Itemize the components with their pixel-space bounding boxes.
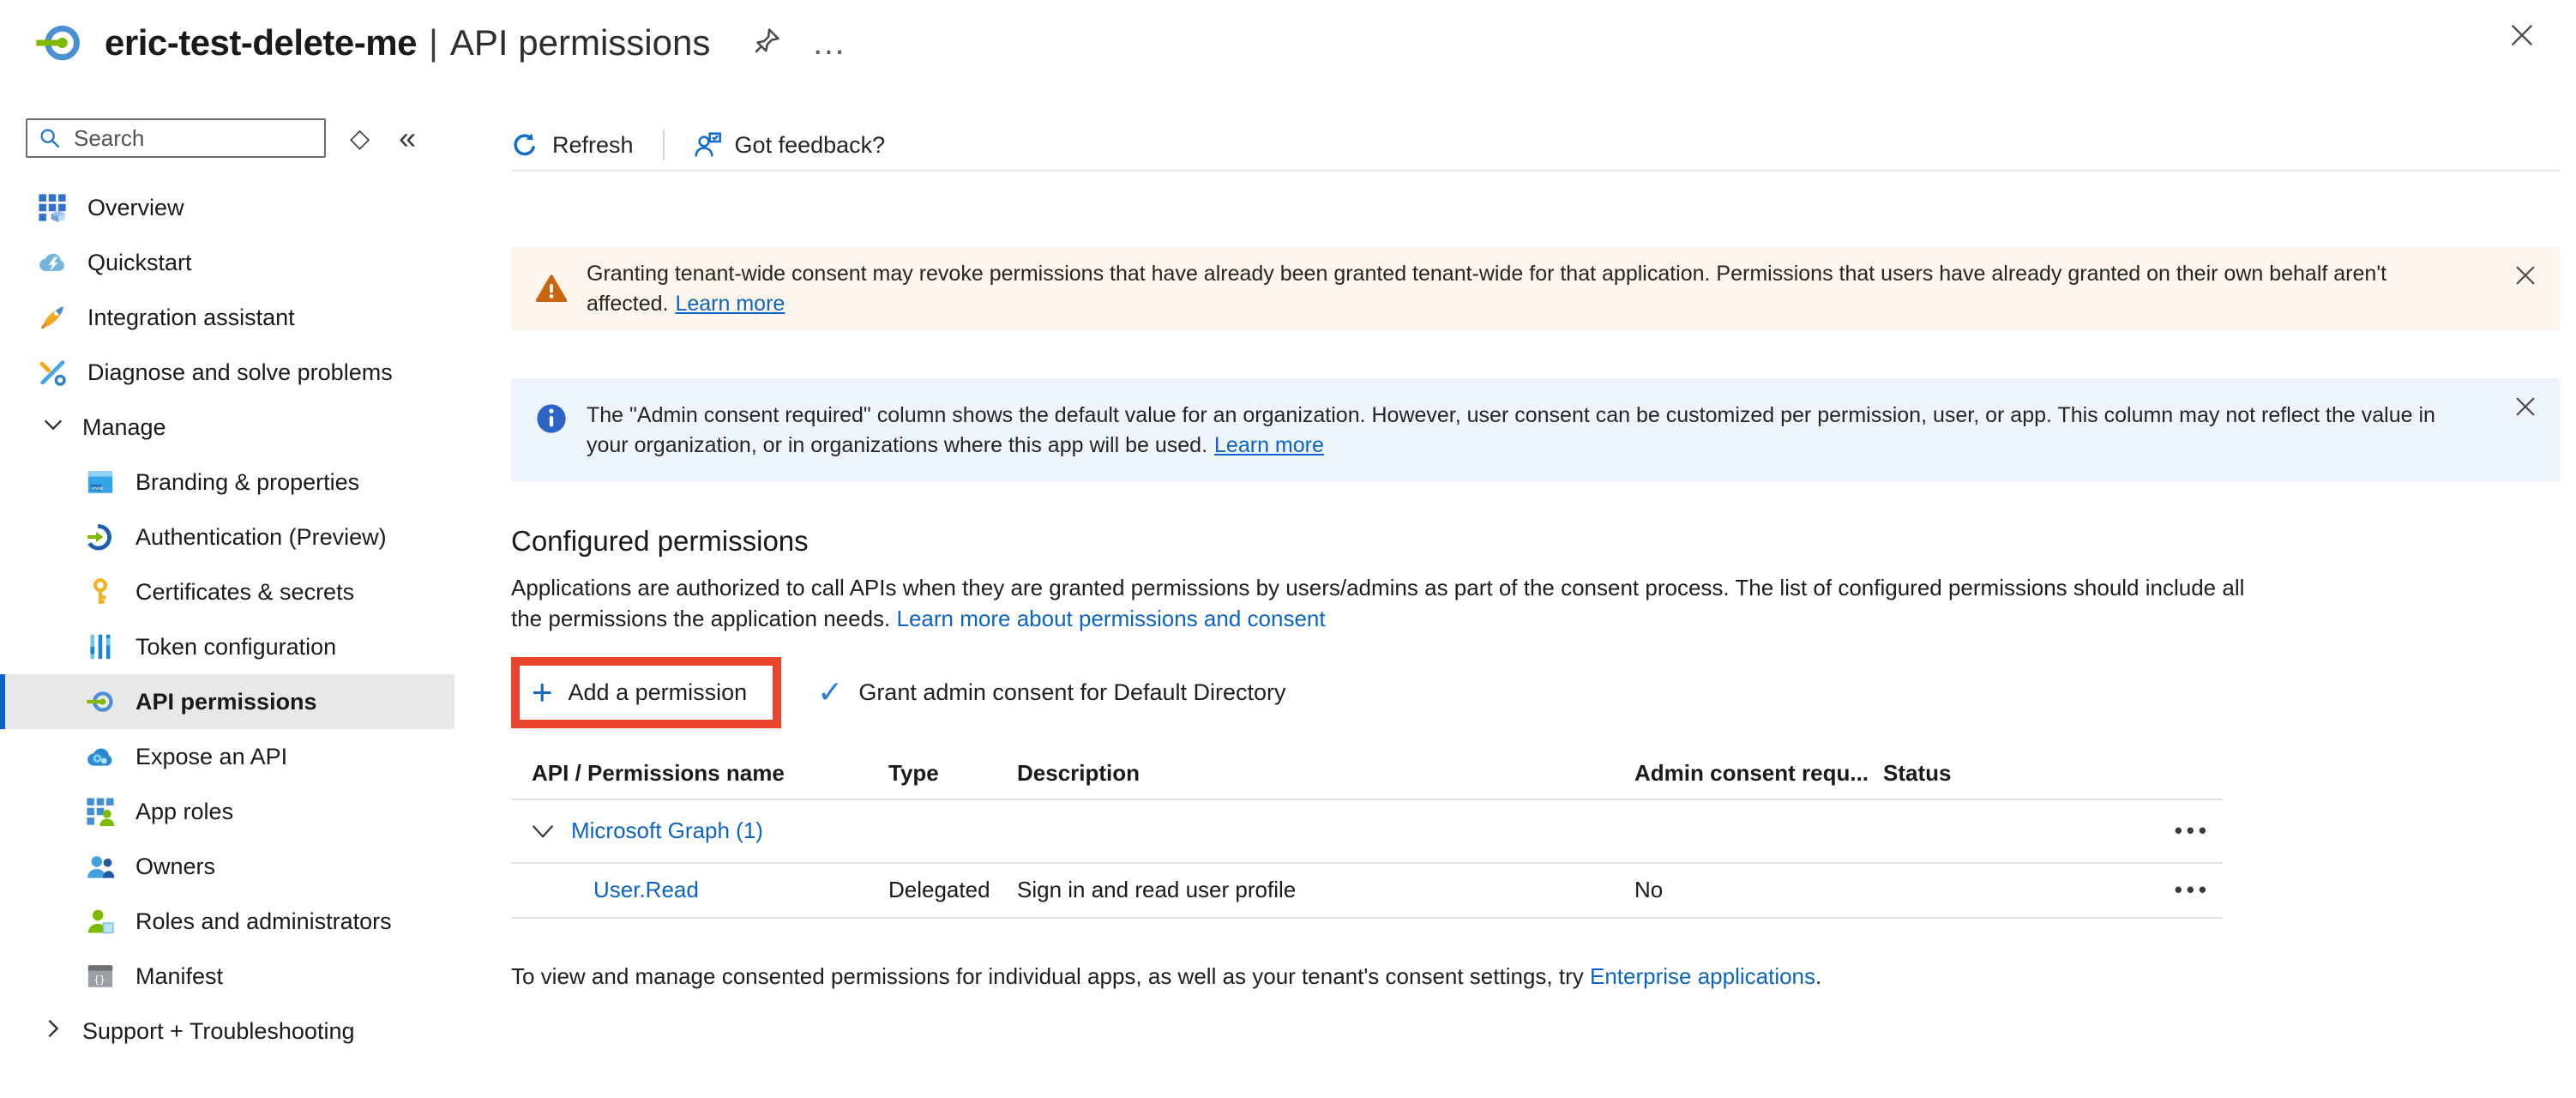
sidebar-item-diagnose[interactable] [0,345,454,400]
more-actions-icon[interactable]: ••• [2174,877,2211,903]
sidebar-item-authentication[interactable] [0,510,454,564]
certificates-icon [86,577,115,606]
sidebar-item-label: Token configuration [135,633,337,660]
more-commands-icon[interactable]: … [811,24,846,62]
sidebar-item-label: Authentication (Preview) [135,523,387,550]
app-name: eric-test-delete-me [105,22,417,63]
sidebar-item-label: Expose an API [135,743,288,769]
column-type: Type [888,760,939,787]
sidebar-item-label: API permissions [135,688,317,715]
plus-icon: + [532,672,553,713]
permissions-consent-link[interactable]: Learn more about permissions and consent [896,605,1326,631]
svg-text:{}: {} [93,973,105,986]
sidebar-item-overview[interactable] [0,180,454,235]
admin-consent-value: No [1634,877,1664,903]
chevron-down-icon [41,413,65,443]
info-close-icon[interactable] [2511,392,2540,425]
sidebar-search-row [26,118,480,158]
svg-text:www: www [91,486,104,492]
title-divider: | [428,22,438,63]
sidebar-group-support[interactable] [0,1004,454,1059]
warning-icon [535,273,568,305]
grant-admin-consent-button[interactable] [817,674,1286,710]
owners-icon [86,852,115,881]
column-description: Description [1017,760,1141,787]
sidebar-item-label: Branding & properties [135,468,360,495]
overview-icon [38,193,67,222]
search-box[interactable] [26,118,326,158]
api-permissions-icon [86,687,115,716]
refresh-button[interactable] [511,131,634,159]
sidebar-item-quickstart[interactable] [0,235,454,290]
pin-icon[interactable] [751,26,782,61]
sidebar-item-certificates[interactable] [0,564,454,619]
configured-permissions-heading: Configured permissions [511,525,809,557]
main-layout [0,86,2576,1098]
feedback-button[interactable] [694,131,886,159]
permissions-table [511,749,2223,919]
sidebar-item-expose-api[interactable] [0,729,454,784]
integration-assistant-icon [38,303,67,332]
chevron-right-icon [41,1017,65,1047]
sidebar-item-label: Overview [87,194,184,220]
page-title [105,22,710,63]
search-input[interactable] [72,124,314,153]
refresh-icon [511,131,539,159]
table-row-microsoft-graph [511,799,2223,862]
toolbar [511,120,2561,172]
checkmark-icon: ✓ [817,674,844,710]
column-api-permissions-name: API / Permissions name [532,760,785,787]
add-permission-label: Add a permission [568,679,748,705]
sidebar-group-manage[interactable] [0,400,454,455]
sidebar-item-label: Certificates & secrets [135,578,355,605]
info-text: The "Admin consent required" column shows the default value for an organization. However, user consent can be customized per permission, user, or app. This column may not reflect the value in your organization, or in organizations where this app will be used. Learn more [587,403,2435,457]
sidebar-item-token-configuration[interactable] [0,619,454,674]
sidebar-item-label: Manifest [135,962,224,989]
close-blade-icon[interactable] [2507,21,2537,54]
refresh-label: Refresh [552,131,634,158]
sidebar-item-owners[interactable] [0,839,454,894]
warning-text: Granting tenant-wide consent may revoke permissions that have already been granted tenant-wide for that application. Permissions that users have already granted on their own behalf aren't affected. Learn more [587,262,2387,316]
sidebar-item-label: Roles and administrators [135,908,392,934]
microsoft-graph-link[interactable]: Microsoft Graph (1) [571,817,763,844]
chevron-down-icon[interactable] [530,818,556,844]
token-configuration-icon [86,632,115,661]
sidebar-item-branding[interactable] [0,455,454,510]
feedback-label: Got feedback? [734,131,886,158]
enterprise-applications-link[interactable]: Enterprise applications [1589,962,1816,989]
sidebar-item-api-permissions[interactable] [0,674,454,729]
page-name: API permissions [449,22,711,63]
column-admin-consent: Admin consent requ... [1634,760,1869,787]
warning-close-icon[interactable] [2511,261,2540,294]
column-status: Status [1883,760,1952,787]
grant-admin-consent-label: Grant admin consent for Default Directory [858,679,1286,705]
sidebar-item-integration-assistant[interactable] [0,290,454,345]
sidebar-group-label: Support + Troubleshooting [82,1017,355,1044]
main-content [480,86,2576,1098]
warning-banner [511,247,2561,330]
warning-learn-more-link[interactable]: Learn more [675,291,785,316]
sidebar-item-label: App roles [135,798,234,824]
manifest-icon [86,962,115,991]
permission-description: Sign in and read user profile [1017,877,1297,903]
permission-actions-row [511,657,2561,728]
search-icon [38,126,62,150]
sidebar-item-label: Integration assistant [87,304,295,330]
sidebar-item-label: Owners [135,853,216,879]
branding-icon [86,468,115,497]
sidebar-item-label: Diagnose and solve problems [87,359,393,385]
page-header [0,0,2576,86]
app-roles-icon [86,797,115,826]
table-header-row [511,749,2223,799]
authentication-icon [86,522,115,552]
roles-administrators-icon [86,907,115,936]
diamond-icon[interactable]: ◇ [350,124,370,153]
info-banner [511,378,2561,482]
toolbar-separator [663,130,665,160]
add-permission-button[interactable] [532,672,748,713]
expose-api-icon [86,742,115,771]
user-read-link[interactable]: User.Read [593,877,699,903]
quickstart-icon [38,248,67,277]
diagnose-icon [38,358,67,387]
app-registration-icon [34,19,82,67]
sidebar [0,86,480,1098]
sidebar-group-label: Manage [82,413,166,440]
footer-note: To view and manage consented permissions for individual apps, as well as your tenant's consent settings, try Enterprise applications. [511,962,1822,989]
more-actions-icon[interactable]: ••• [2174,817,2211,844]
feedback-icon [694,131,721,159]
red-annotation-box [511,657,781,728]
table-row-user-read [511,862,2223,919]
sidebar-item-manifest[interactable] [0,949,454,1004]
info-learn-more-link[interactable]: Learn more [1214,432,1324,457]
configured-permissions-description: Applications are authorized to call APIs when they are granted permissions by users/admins as part of the consent process. The list of configured permissions should include all the permissions the application needs. Learn more about permissions and consent [511,575,2245,631]
info-icon [535,402,568,435]
sidebar-item-label: Quickstart [87,249,192,275]
sidebar-item-roles-administrators[interactable] [0,894,454,949]
collapse-sidebar-icon[interactable]: « [399,120,417,155]
permission-type: Delegated [888,877,990,903]
sidebar-item-app-roles[interactable] [0,784,454,839]
